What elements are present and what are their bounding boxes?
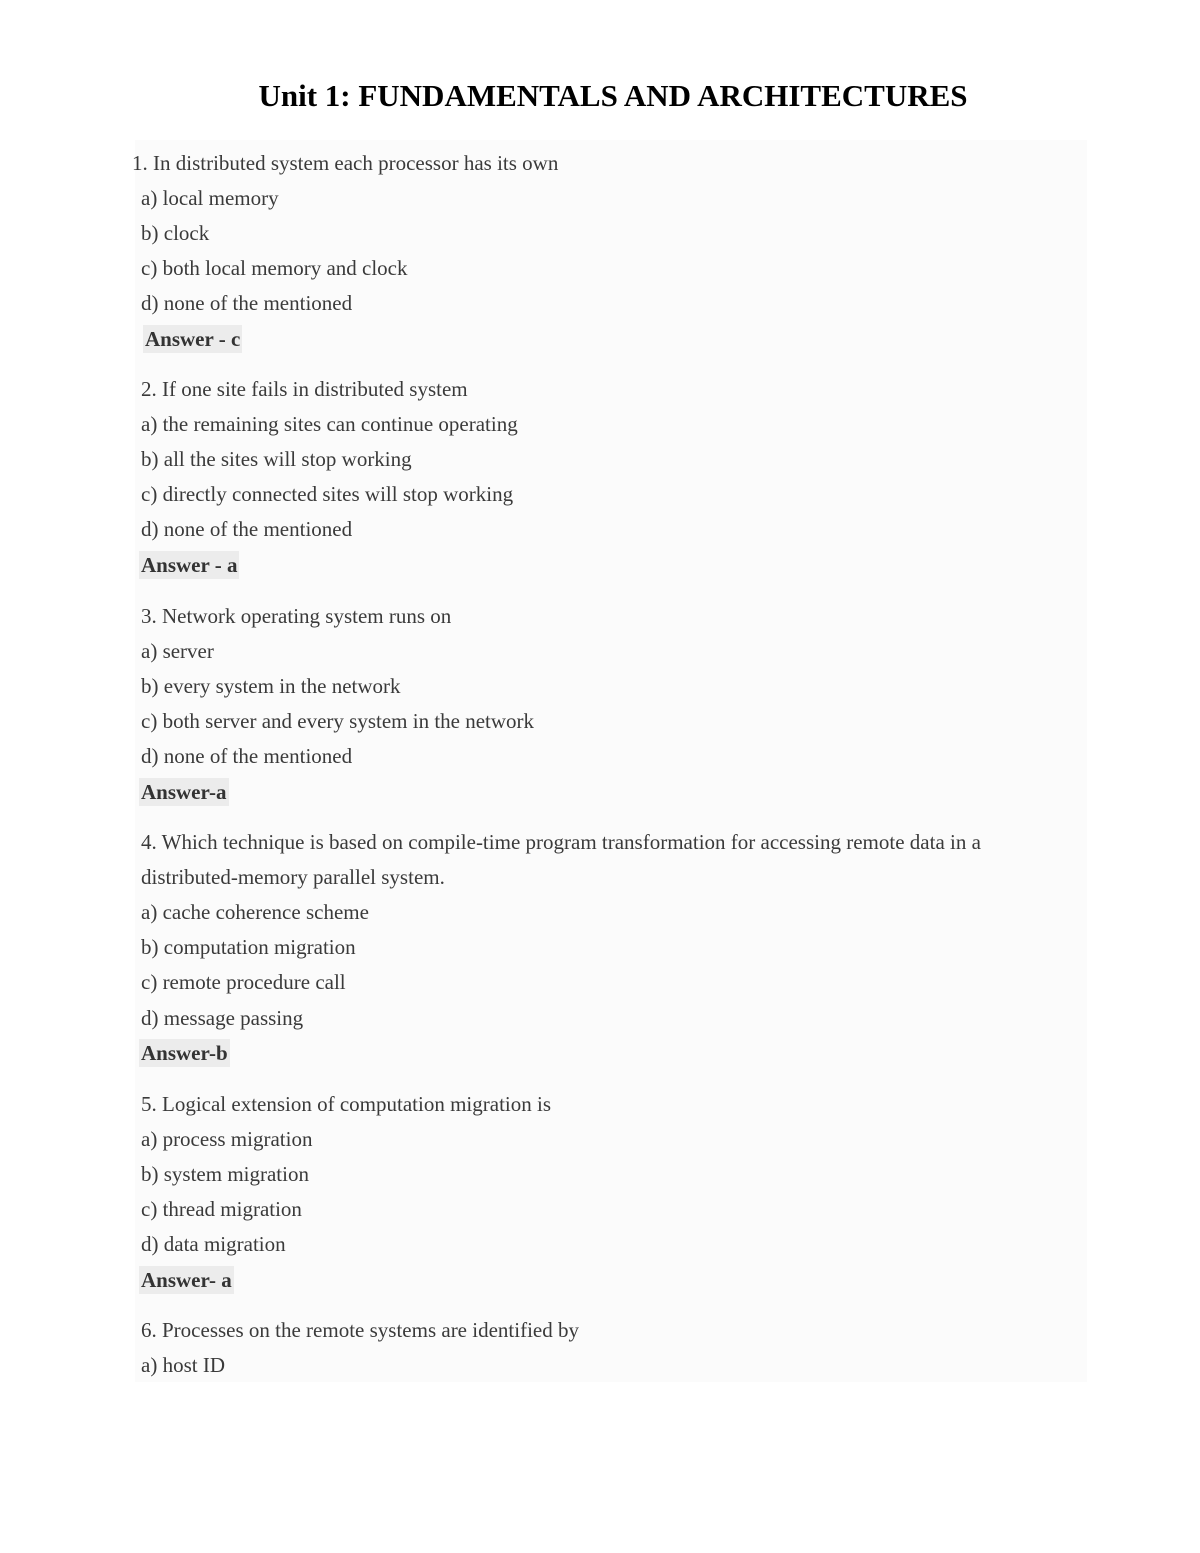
question-5-option-a: a) process migration	[141, 1127, 313, 1151]
question-list	[132, 140, 1087, 1382]
question-1-stem: 1. In distributed system each processor has its own	[132, 151, 559, 175]
question-3-option-a: a) server	[141, 639, 214, 663]
question-6-stem: 6. Processes on the remote systems are identified by	[141, 1318, 579, 1342]
question-1-answer: Answer - c	[145, 327, 241, 351]
question-5-option-d: d) data migration	[141, 1232, 286, 1256]
question-4-stem-line-1: 4. Which technique is based on compile-time program transformation for accessing remote data in a	[141, 830, 981, 854]
question-1-option-a: a) local memory	[141, 186, 279, 210]
question-3-option-c: c) both server and every system in the network	[141, 709, 535, 733]
question-5-option-b: b) system migration	[141, 1162, 309, 1186]
question-4-option-b: b) computation migration	[141, 935, 356, 959]
page-title: Unit 1: FUNDAMENTALS AND ARCHITECTURES	[258, 78, 968, 113]
question-3-option-b: b) every system in the network	[141, 674, 401, 698]
question-2-option-c: c) directly connected sites will stop working	[141, 482, 514, 506]
question-4-answer: Answer-b	[141, 1041, 228, 1065]
question-2-stem: 2. If one site fails in distributed system	[141, 377, 468, 401]
question-6-option-a: a) host ID	[141, 1353, 225, 1377]
question-4-stem-line-2: distributed-memory parallel system.	[141, 865, 445, 889]
question-4-option-c: c) remote procedure call	[141, 970, 346, 994]
question-3-option-d: d) none of the mentioned	[141, 744, 353, 768]
question-2-option-a: a) the remaining sites can continue operating	[141, 412, 518, 436]
question-1-option-d: d) none of the mentioned	[141, 291, 353, 315]
question-2-answer: Answer - a	[141, 553, 238, 577]
question-5-stem: 5. Logical extension of computation migration is	[141, 1092, 552, 1116]
question-2-option-b: b) all the sites will stop working	[141, 447, 412, 471]
question-3-answer: Answer-a	[141, 780, 227, 804]
question-1-option-c: c) both local memory and clock	[141, 256, 408, 280]
question-4-option-a: a) cache coherence scheme	[141, 900, 369, 924]
question-3-stem: 3. Network operating system runs on	[141, 604, 452, 628]
question-5-option-c: c) thread migration	[141, 1197, 302, 1221]
question-4-option-d: d) message passing	[141, 1006, 304, 1030]
question-5-answer: Answer- a	[141, 1268, 232, 1292]
question-1-option-b: b) clock	[141, 221, 210, 245]
question-2-option-d: d) none of the mentioned	[141, 517, 353, 541]
